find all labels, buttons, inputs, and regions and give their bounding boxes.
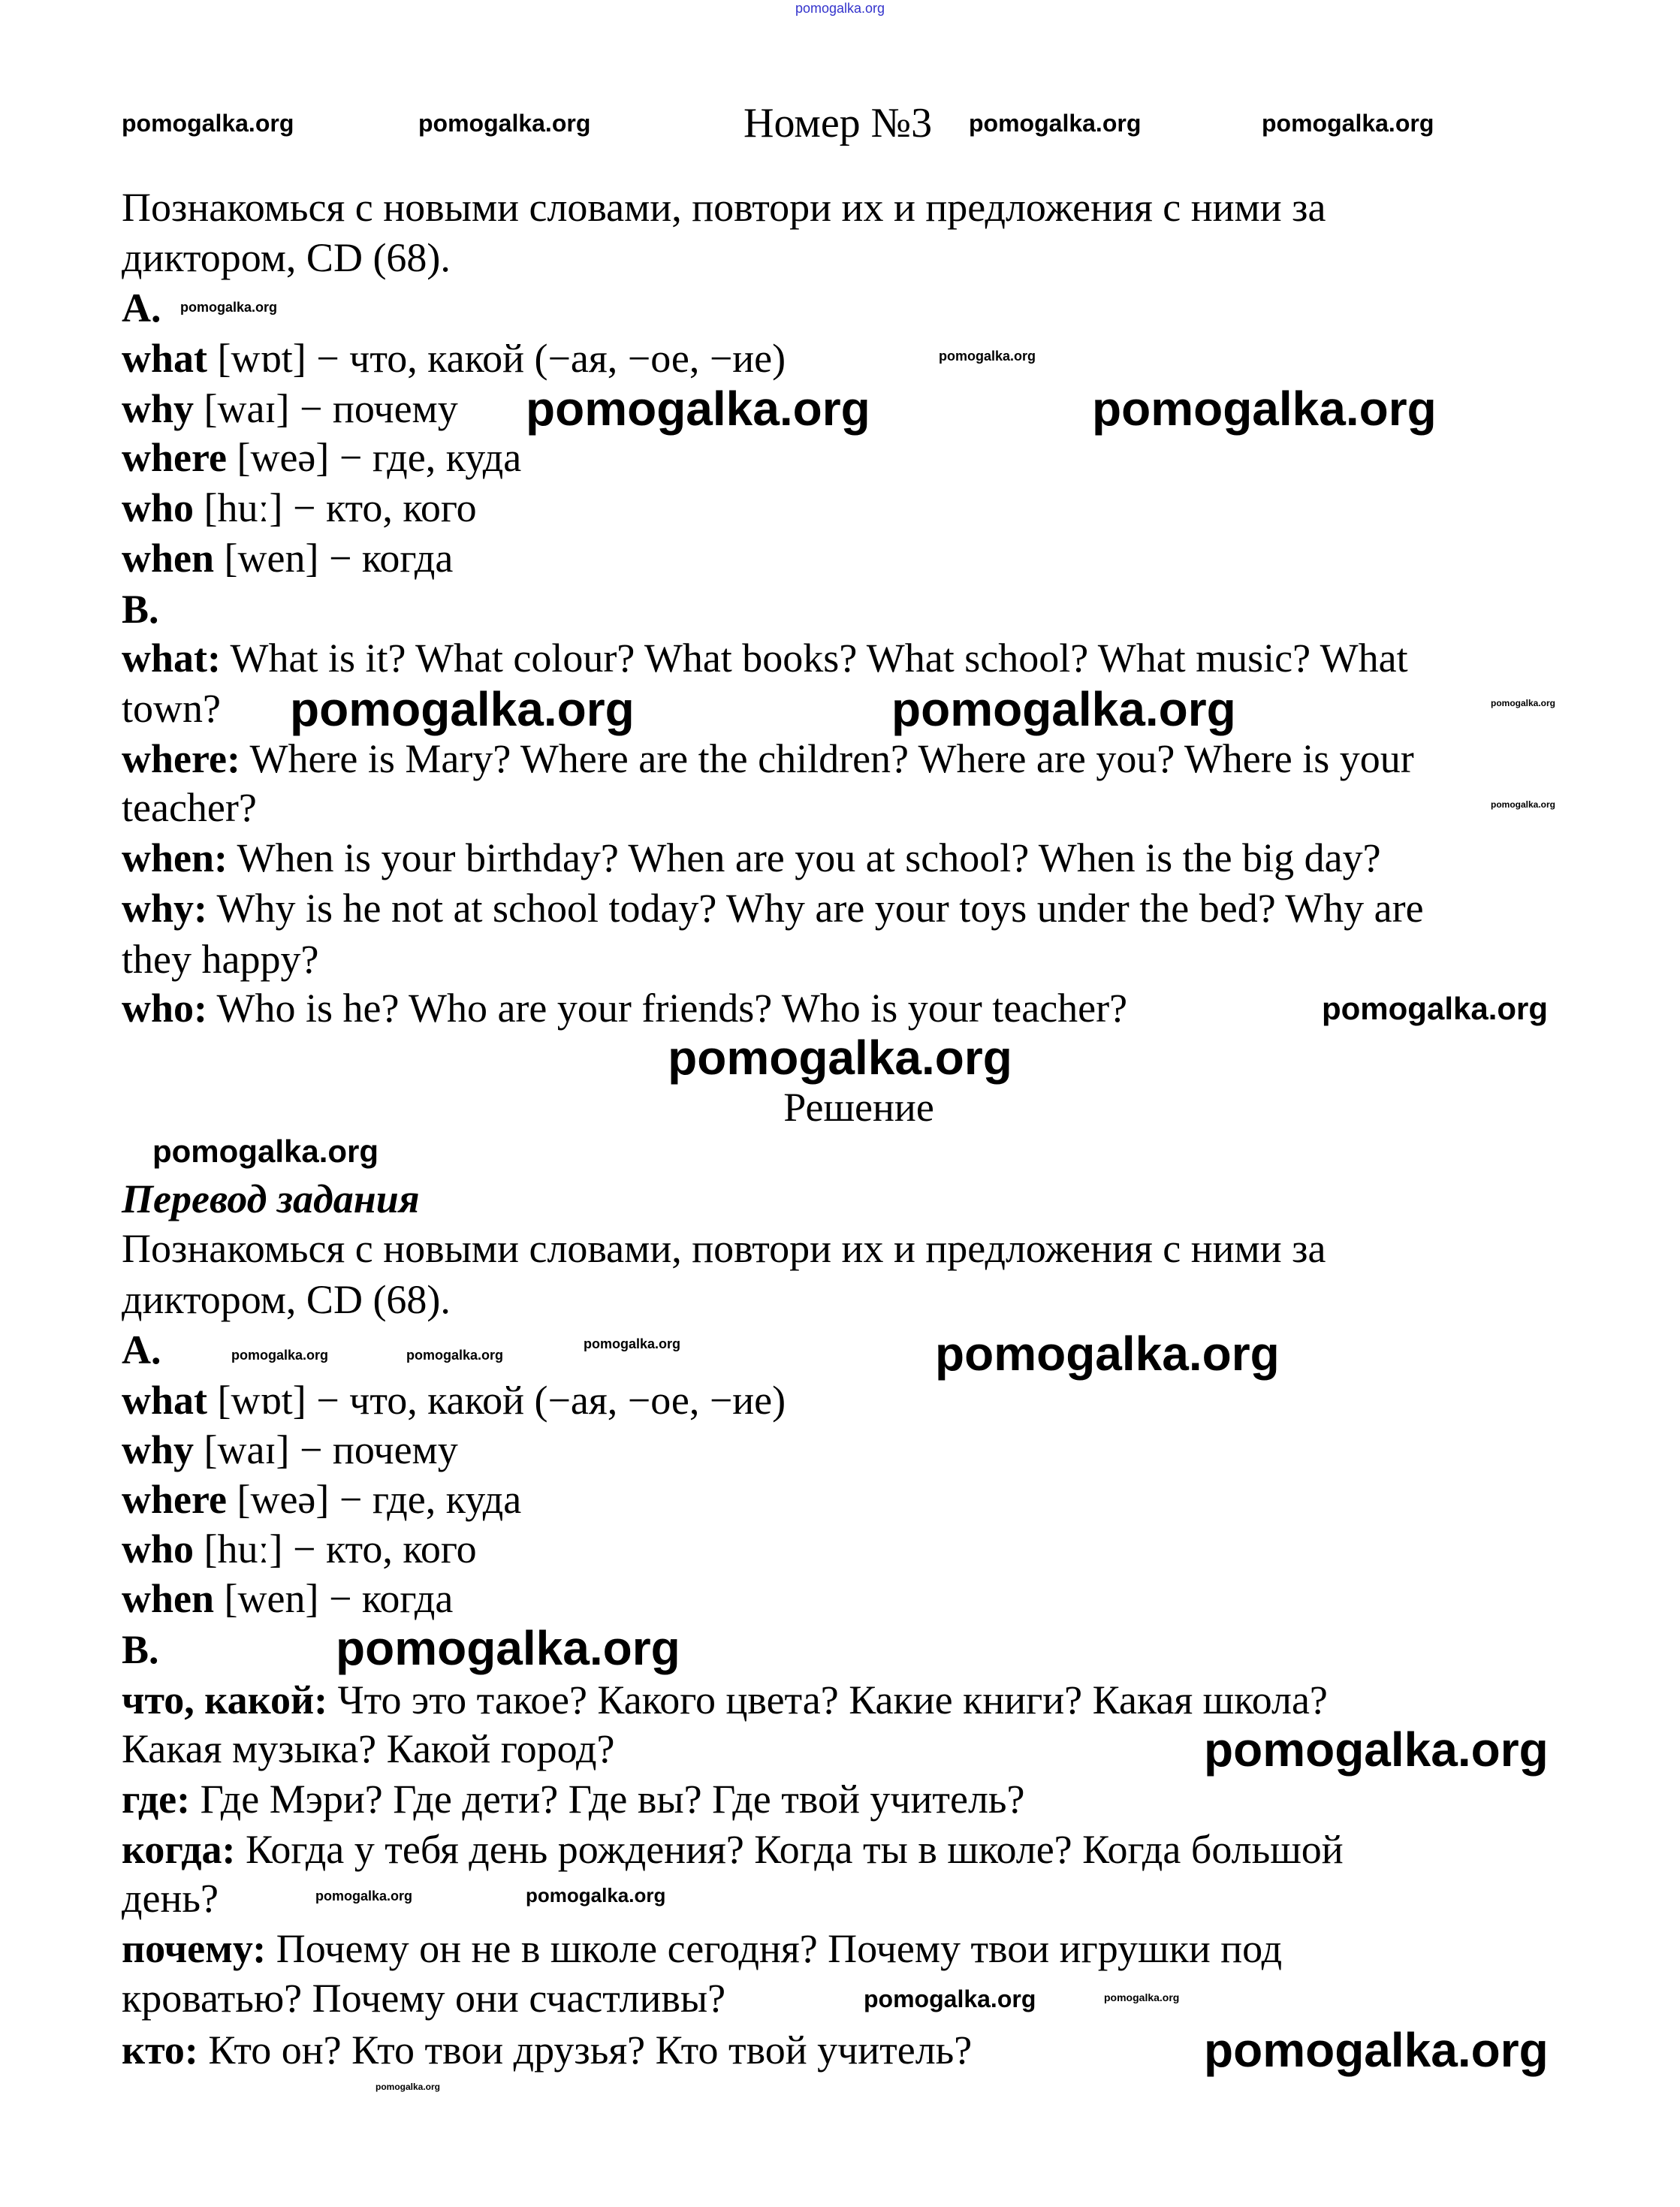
vocab-line: when [wen] − когда: [122, 536, 454, 581]
watermark: pomogalka.org: [939, 349, 1036, 364]
sentence-line: teacher?: [122, 785, 257, 830]
vocab-line: why [waɪ] − почему: [122, 1427, 458, 1472]
watermark: pomogalka.org: [1262, 110, 1434, 137]
watermark: pomogalka.org: [406, 1348, 504, 1363]
watermark: pomogalka.org: [290, 682, 635, 736]
sentence-line: when: When is your birthday? When are you at school? When is the big day?: [122, 835, 1381, 880]
watermark: pomogalka.org: [668, 1031, 1012, 1085]
sentence-line: день?: [122, 1876, 219, 1921]
watermark: pomogalka.org: [1322, 991, 1549, 1026]
watermark: pomogalka.org: [864, 1985, 1036, 2012]
watermark: pomogalka.org: [1491, 799, 1556, 810]
page-title: Номер №3: [743, 100, 933, 146]
sentence-line: they happy?: [122, 937, 319, 982]
sentence-line: where: Where is Mary? Where are the children? Where are you? Where is your: [122, 736, 1414, 781]
section-b-label: B.: [122, 1627, 159, 1672]
sentence-line: кроватью? Почему они счастливы?: [122, 1976, 726, 2021]
watermark: pomogalka.org: [584, 1336, 681, 1351]
watermark: pomogalka.org: [122, 110, 294, 137]
watermark: pomogalka.org: [526, 382, 870, 436]
watermark: pomogalka.org: [336, 1621, 680, 1675]
watermark: pomogalka.org: [180, 300, 278, 315]
watermark: pomogalka.org: [315, 1888, 413, 1904]
top-watermark[interactable]: pomogalka.org: [795, 1, 885, 16]
sentence-line: где: Где Мэри? Где дети? Где вы? Где твой учитель?: [122, 1777, 1025, 1822]
watermark: pomogalka.org: [935, 1327, 1280, 1381]
section-a-label: A.: [122, 285, 161, 331]
watermark: pomogalka.org: [152, 1134, 379, 1169]
watermark: pomogalka.org: [969, 110, 1142, 137]
watermark: pomogalka.org: [231, 1348, 329, 1363]
watermark: pomogalka.org: [376, 2082, 441, 2092]
sentence-line: Какая музыка? Какой город?: [122, 1726, 615, 1771]
section-a-label: A.: [122, 1327, 161, 1372]
watermark: pomogalka.org: [418, 110, 591, 137]
sentence-line: когда: Когда у тебя день рождения? Когда ты в школе? Когда большой: [122, 1827, 1344, 1872]
watermark: pomogalka.org: [1491, 698, 1556, 708]
watermark: pomogalka.org: [891, 682, 1236, 736]
sentence-line: почему: Почему он не в школе сегодня? Почему твои игрушки под: [122, 1926, 1283, 1971]
sentence-line: что, какой: Что это такое? Какого цвета? Какие книги? Какая школа?: [122, 1677, 1328, 1722]
vocab-line: what [wɒt] − что, какой (−ая, −ое, −ие): [122, 1378, 786, 1423]
solution-intro: диктором, CD (68).: [122, 1277, 451, 1322]
solution-intro: Познакомься с новыми словами, повтори их и предложения с ними за: [122, 1226, 1326, 1271]
watermark: pomogalka.org: [1104, 1991, 1180, 2003]
section-b-label: B.: [122, 587, 159, 632]
vocab-line: why [waɪ] − почему: [122, 386, 458, 431]
sentence-line: кто: Кто он? Кто твои друзья? Кто твой учитель?: [122, 2027, 973, 2073]
task-intro: диктором, CD (68).: [122, 235, 451, 280]
vocab-line: who [huː] − кто, кого: [122, 1526, 477, 1571]
watermark: pomogalka.org: [526, 1884, 666, 1907]
watermark: pomogalka.org: [1204, 2023, 1549, 2077]
translation-title: Перевод задания: [122, 1176, 420, 1221]
watermark: pomogalka.org: [1092, 382, 1437, 436]
vocab-line: when [wen] − когда: [122, 1576, 454, 1621]
vocab-line: what [wɒt] − что, какой (−ая, −ое, −ие): [122, 336, 786, 381]
sentence-line: why: Why is he not at school today? Why are your toys under the bed? Why are: [122, 886, 1424, 931]
solution-heading: Решение: [783, 1085, 934, 1130]
vocab-line: where [weə] − где, куда: [122, 1477, 522, 1522]
task-intro: Познакомься с новыми словами, повтори их и предложения с ними за: [122, 185, 1326, 230]
watermark: pomogalka.org: [1204, 1722, 1549, 1777]
sentence-line: town?: [122, 686, 221, 731]
sentence-line: who: Who is he? Who are your friends? Who is your teacher?: [122, 986, 1128, 1031]
vocab-line: where [weə] − где, куда: [122, 435, 522, 480]
vocab-line: who [huː] − кто, кого: [122, 485, 477, 530]
sentence-line: what: What is it? What colour? What books? What school? What music? What: [122, 636, 1408, 681]
